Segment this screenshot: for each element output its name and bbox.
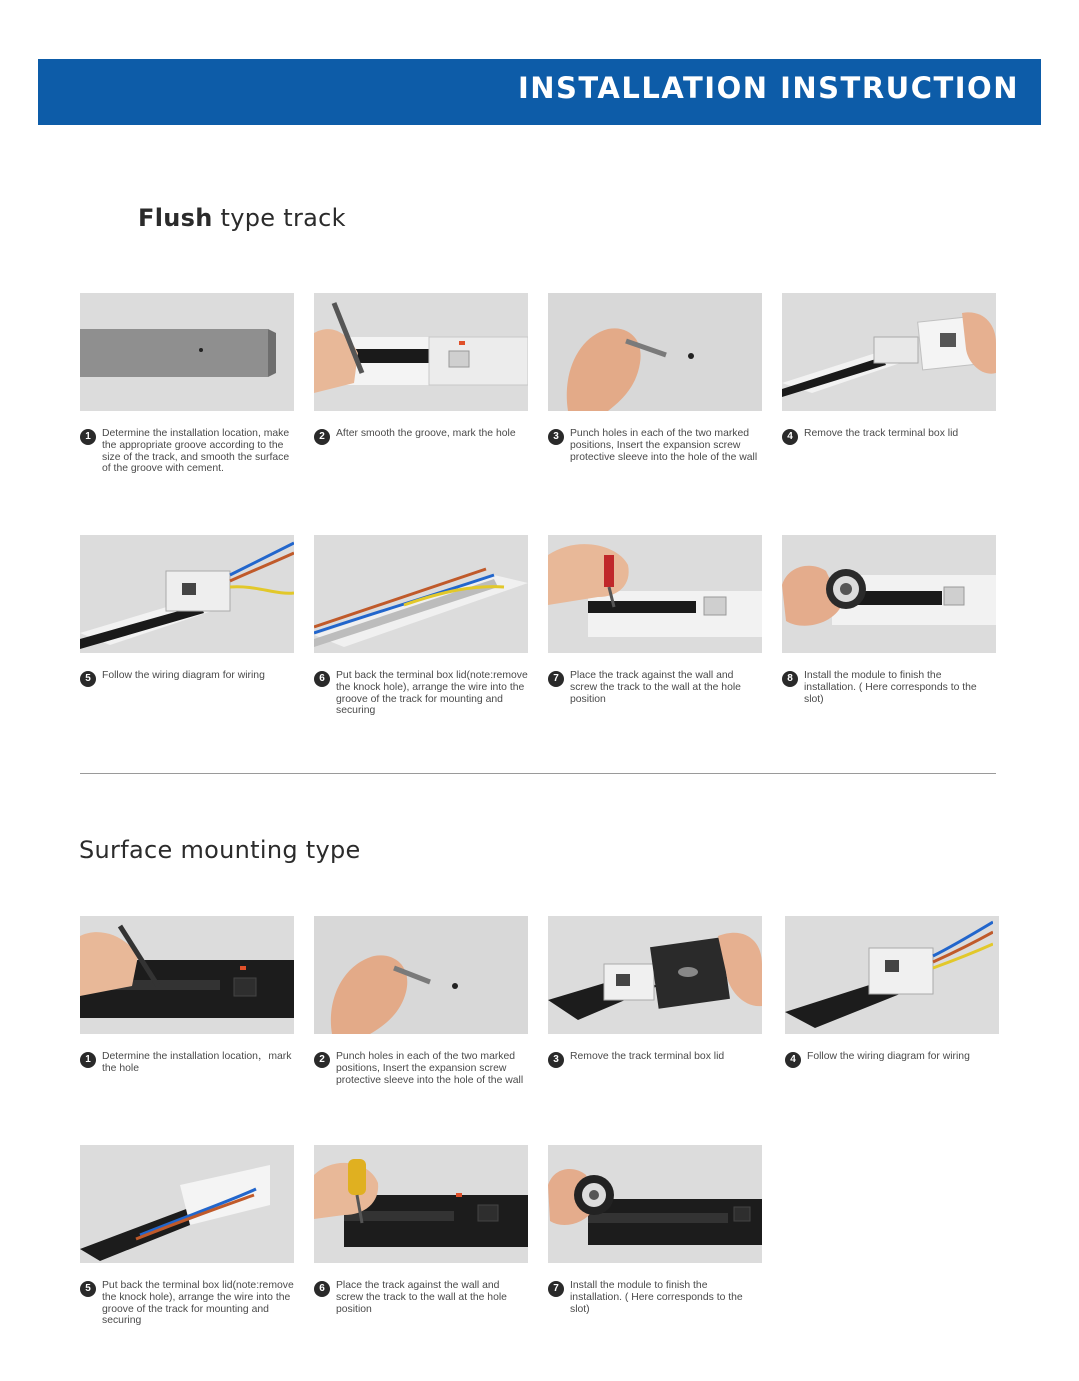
flush-step-2-text: After smooth the groove, mark the hole bbox=[336, 428, 516, 439]
surface-step-1-text: Determine the installation location，mark the hole bbox=[102, 1051, 292, 1074]
flush-section-title bbox=[138, 204, 346, 232]
flush-step-3-number: 3 bbox=[548, 429, 564, 445]
flush-step-5-photo bbox=[80, 535, 294, 653]
surface-step-4 bbox=[785, 916, 999, 1063]
flush-step-5-number: 5 bbox=[80, 671, 96, 687]
surface-step-7 bbox=[548, 1145, 762, 1315]
flush-step-4 bbox=[782, 293, 996, 440]
flush-step-6-text: Put back the terminal box lid(note:remove the knock hole), arrange the wire into the groove of the track for mounting and securing bbox=[336, 670, 528, 717]
flush-step-5-text: Follow the wiring diagram for wiring bbox=[102, 670, 265, 681]
flush-step-4-text: Remove the track terminal box lid bbox=[804, 428, 959, 439]
flush-step-5 bbox=[80, 535, 294, 682]
surface-step-7-photo bbox=[548, 1145, 762, 1263]
flush-step-3-photo bbox=[548, 293, 762, 411]
surface-step-3 bbox=[548, 916, 762, 1063]
flush-step-1-number: 1 bbox=[80, 429, 96, 445]
flush-step-6 bbox=[314, 535, 528, 717]
flush-step-7 bbox=[548, 535, 762, 705]
flush-step-8-number: 8 bbox=[782, 671, 798, 687]
flush-step-2-number: 2 bbox=[314, 429, 330, 445]
surface-step-1-photo bbox=[80, 916, 294, 1034]
surface-step-2-number: 2 bbox=[314, 1052, 330, 1068]
flush-step-2-photo bbox=[314, 293, 528, 411]
flush-step-8-photo bbox=[782, 535, 996, 653]
section-divider bbox=[80, 773, 996, 774]
surface-step-2-photo bbox=[314, 916, 528, 1034]
flush-step-3-text: Punch holes in each of the two marked positions, Insert the expansion screw protective sleeve into the hole of the wall bbox=[570, 428, 758, 463]
flush-step-7-photo bbox=[548, 535, 762, 653]
surface-step-6 bbox=[314, 1145, 528, 1315]
surface-step-7-number: 7 bbox=[548, 1281, 564, 1297]
flush-step-2 bbox=[314, 293, 528, 440]
surface-step-6-photo bbox=[314, 1145, 528, 1263]
header-banner bbox=[38, 59, 1041, 125]
flush-title-bold: Flush bbox=[138, 204, 213, 232]
flush-step-1 bbox=[80, 293, 294, 475]
surface-step-1-number: 1 bbox=[80, 1052, 96, 1068]
flush-step-8-text: Install the module to finish the installation. ( Here corresponds to the slot) bbox=[804, 670, 977, 705]
page-title: INSTALLATION INSTRUCTION bbox=[517, 71, 1019, 105]
flush-step-7-number: 7 bbox=[548, 671, 564, 687]
surface-step-3-number: 3 bbox=[548, 1052, 564, 1068]
flush-step-4-number: 4 bbox=[782, 429, 798, 445]
surface-step-4-number: 4 bbox=[785, 1052, 801, 1068]
surface-step-1 bbox=[80, 916, 294, 1075]
surface-step-2 bbox=[314, 916, 528, 1086]
surface-step-7-text: Install the module to finish the installation. ( Here corresponds to the slot) bbox=[570, 1280, 743, 1315]
surface-section-title: Surface mounting type bbox=[79, 836, 361, 864]
surface-step-5-number: 5 bbox=[80, 1281, 96, 1297]
flush-step-4-photo bbox=[782, 293, 996, 411]
flush-step-1-photo bbox=[80, 293, 294, 411]
flush-step-7-text: Place the track against the wall and screw the track to the wall at the hole position bbox=[570, 670, 741, 705]
surface-step-4-photo bbox=[785, 916, 999, 1034]
flush-step-6-photo bbox=[314, 535, 528, 653]
surface-step-6-number: 6 bbox=[314, 1281, 330, 1297]
flush-step-6-number: 6 bbox=[314, 671, 330, 687]
surface-step-5 bbox=[80, 1145, 294, 1327]
surface-step-3-photo bbox=[548, 916, 762, 1034]
surface-step-3-text: Remove the track terminal box lid bbox=[570, 1051, 725, 1062]
flush-step-8 bbox=[782, 535, 996, 705]
surface-step-5-text: Put back the terminal box lid(note:remove the knock hole), arrange the wire into the groove of the track for mounting and securing bbox=[102, 1280, 294, 1327]
flush-title-rest: type track bbox=[212, 204, 346, 232]
surface-step-4-text: Follow the wiring diagram for wiring bbox=[807, 1051, 970, 1062]
surface-step-5-photo bbox=[80, 1145, 294, 1263]
surface-step-2-text: Punch holes in each of the two marked positions, Insert the expansion screw protective sleeve into the hole of the wall bbox=[336, 1051, 524, 1086]
flush-step-3 bbox=[548, 293, 762, 463]
flush-step-1-text: Determine the installation location, make the appropriate groove according to the size of the track, and smooth the surface of the groove with cement. bbox=[102, 428, 290, 475]
surface-step-6-text: Place the track against the wall and screw the track to the wall at the hole position bbox=[336, 1280, 507, 1315]
